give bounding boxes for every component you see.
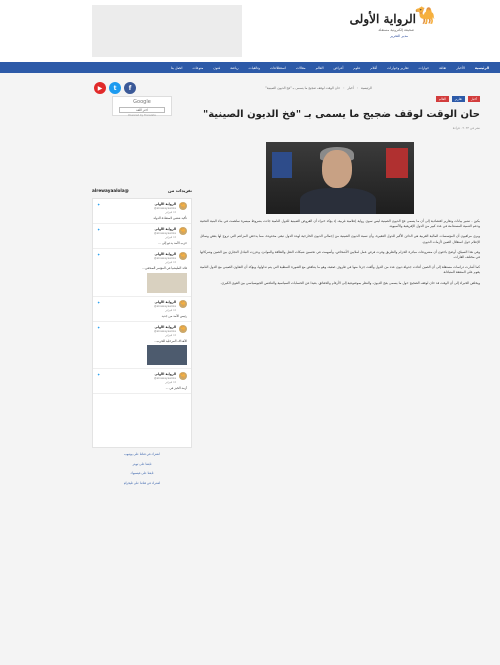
tweet-handle: @alrewayaalola bbox=[153, 256, 176, 261]
logo-editor: مدير التحرير bbox=[390, 34, 408, 38]
tweet-time: ١٥ فبراير bbox=[165, 380, 176, 385]
photo-flag-left bbox=[272, 152, 292, 178]
tweet-image[interactable] bbox=[147, 273, 187, 293]
language-select[interactable]: اختر اللغة bbox=[119, 107, 165, 113]
category-tag[interactable]: العالم bbox=[436, 96, 449, 102]
breadcrumb bbox=[265, 86, 372, 90]
nav-item[interactable]: علوم bbox=[353, 65, 361, 70]
photo-flag-right bbox=[386, 148, 408, 178]
article-paragraph: بكين - تشير بيانات وتقارير اقتصادية إلى أن ما يسمى فخ الديون الصينية ليس سوى رواية إعلامية غربية، إذ يؤكد خبراء أن القروض الصينية للدول النامية جاءت بشروط ميسرة ساهمت في بناء البنية التحتية ودعم التنمية المستدامة في عدد كبير من الدول الإفريقية والآسيوية. bbox=[200, 219, 480, 229]
tweet-text: حزب الأمة يدعو إلى ... bbox=[158, 241, 187, 246]
tweet-time: ١٥ فبراير bbox=[165, 332, 176, 337]
twitter-bird-icon: ✦ bbox=[97, 299, 101, 305]
sidebar bbox=[92, 96, 192, 616]
logo-name: الرواية الأولى bbox=[349, 12, 416, 26]
tweet-author: الرواية الأولى bbox=[154, 227, 176, 232]
side-link-telegram[interactable]: اشترك في قناتنا على تليجرام bbox=[123, 480, 161, 485]
google-translate-widget bbox=[112, 96, 172, 116]
tweet-author: الرواية الأولى bbox=[154, 299, 176, 304]
article-photo[interactable] bbox=[266, 142, 414, 214]
twitter-bird-icon: ✦ bbox=[97, 227, 101, 233]
breadcrumb-section[interactable]: أخبار bbox=[347, 86, 354, 90]
breadcrumb-home[interactable]: الرئيسية bbox=[361, 86, 372, 90]
nav-item[interactable]: منوعات bbox=[192, 65, 204, 70]
article-paragraph: وفي هذا السياق، أوضح باحثون أن مشروعات مبادرة الحزام والطريق وفرت فرص عمل لملايين الأشخاص، وأسهمت في تحسين شبكات النقل والطاقة والموانئ، وعززت التبادل التجاري بين الصين وشركائها في مختلف القارات. bbox=[200, 249, 480, 260]
tweet-text: قائد المليشيا في المؤتمر الصحفي... bbox=[142, 266, 187, 271]
nav-item[interactable]: الأخبار bbox=[456, 65, 465, 70]
tweet-author: الرواية الأولى bbox=[154, 252, 176, 257]
nav-item[interactable]: مقالات bbox=[295, 65, 306, 70]
photo-person-head bbox=[322, 150, 352, 188]
nav-item[interactable]: فنون bbox=[213, 65, 221, 70]
twitter-feed-header bbox=[92, 188, 192, 196]
feed-handle[interactable]: alrewayaalola@ bbox=[92, 188, 129, 193]
nav-item[interactable]: رياضة bbox=[230, 65, 239, 70]
logo-slogan: صحيفة إلكترونية مستقلة bbox=[378, 28, 414, 32]
tweet[interactable] bbox=[93, 199, 191, 224]
category-tag[interactable]: أخبار bbox=[468, 96, 480, 102]
main-nav bbox=[0, 62, 500, 73]
article-meta: نشر في ٢٠٢٣ · قراءة bbox=[452, 126, 480, 130]
twitter-icon[interactable]: t bbox=[109, 82, 121, 94]
avatar-camel-icon: 🐪 bbox=[179, 300, 187, 307]
nav-item[interactable]: أقلام bbox=[370, 65, 378, 70]
nav-item[interactable]: استطلاعات bbox=[270, 65, 286, 70]
category-tags bbox=[200, 96, 480, 102]
social-links bbox=[94, 82, 136, 94]
tweet-time: ١٥ فبراير bbox=[165, 235, 176, 240]
article-paragraph: كما أشارت دراسات مستقلة إلى أن الصين أعادت جدولة ديون عدد من الدول وألغت جزءا منها في ظروف صعبة، وهو ما يتناقض مع الصورة النمطية التي يتم تداولها، ويؤكد أن التعاون الصيني مع الدول النامية يقوم على المنفعة المتبادلة. bbox=[200, 265, 480, 275]
nav-item[interactable]: أعراض bbox=[333, 65, 344, 70]
tweet-image[interactable] bbox=[147, 345, 187, 365]
tweet[interactable] bbox=[93, 224, 191, 249]
tweet-text: الأهداف المرحلية للحرب... bbox=[153, 338, 187, 343]
nav-item[interactable]: العالم bbox=[315, 65, 324, 70]
tweet-time: ١٥ فبراير bbox=[165, 210, 176, 214]
photo-person-suit bbox=[300, 188, 376, 214]
nav-item[interactable]: تقارير وحوارات bbox=[387, 65, 409, 70]
tweet-handle: @alrewayaalola bbox=[153, 303, 176, 308]
tweet-author: الرواية الأولى bbox=[154, 324, 176, 329]
tweet-handle: @alrewayaalola bbox=[153, 328, 176, 333]
tweet-text: تأكيد شعبي لاستعادة الدولة bbox=[153, 216, 187, 220]
nav-item[interactable]: ثقافة bbox=[439, 65, 447, 70]
site-header bbox=[0, 0, 500, 62]
breadcrumb-separator-icon: › bbox=[356, 86, 358, 90]
avatar-camel-icon: 🐪 bbox=[179, 253, 187, 260]
side-link-facebook[interactable]: تابعنا على فيسبوك bbox=[130, 471, 154, 475]
camel-logo-icon: 🐪 bbox=[414, 6, 436, 26]
tweet[interactable] bbox=[93, 322, 191, 369]
youtube-icon[interactable]: ▶ bbox=[94, 82, 106, 94]
twitter-bird-icon: ✦ bbox=[97, 324, 101, 330]
article bbox=[200, 96, 480, 652]
avatar-camel-icon: 🐪 bbox=[179, 325, 187, 332]
nav-item[interactable]: اتصل بنا bbox=[170, 65, 183, 70]
side-link-youtube[interactable]: اشترك في قناتنا على يوتيوب bbox=[124, 452, 160, 456]
avatar-camel-icon: 🐪 bbox=[179, 203, 187, 209]
tweet[interactable] bbox=[93, 249, 191, 296]
google-brand: Google bbox=[133, 99, 151, 105]
twitter-bird-icon: ✦ bbox=[97, 372, 101, 378]
tweet-time: ١٥ فبراير bbox=[165, 260, 176, 265]
side-link-twitter[interactable]: تابعنا على تويتر bbox=[132, 461, 152, 466]
nav-item[interactable]: حوارات bbox=[418, 65, 430, 70]
avatar-camel-icon: 🐪 bbox=[179, 228, 187, 235]
nav-item[interactable]: وثائقيات bbox=[248, 65, 261, 70]
tweet-handle: @alrewayaalola bbox=[153, 206, 176, 210]
tweet-handle: @alrewayaalola bbox=[153, 231, 176, 236]
twitter-feed[interactable] bbox=[92, 198, 192, 448]
article-headline: حان الوقت لوقف ضجيج ما يسمى بـ "فخ الديون الصينية" bbox=[203, 109, 480, 120]
feed-title: تغريدات من bbox=[168, 188, 192, 193]
article-paragraph: ويرى مراقبون أن المؤسسات المالية الغربية هي الدائن الأكبر للدول الفقيرة، وأن نسبة الديون الصينية من إجمالي الديون الخارجية لهذه الدول تبقى محدودة، مما يدحض المزاعم التي تروج لها بعض وسائل الإعلام حول استغلال الصين لأزمات الديون. bbox=[200, 234, 480, 244]
twitter-bird-icon: ✦ bbox=[97, 202, 101, 207]
nav-item-home[interactable]: الرئيسية bbox=[474, 65, 489, 70]
twitter-bird-icon: ✦ bbox=[97, 252, 101, 258]
site-logo[interactable] bbox=[323, 8, 438, 44]
category-tag[interactable]: تقارير bbox=[452, 96, 465, 102]
article-paragraph: ويخلص الخبراء إلى أن الوقت قد حان لوقف الضجيج حول ما يسمى بفخ الديون، والنظر بموضوعية إلى الأرقام والحقائق، بعيدا عن الحسابات السياسية والتنافس الجيوسياسي بين القوى الكبرى. bbox=[220, 280, 480, 285]
tweet-author: الرواية الأولى bbox=[154, 372, 176, 377]
tweet[interactable] bbox=[93, 369, 191, 394]
facebook-icon[interactable]: f bbox=[124, 82, 136, 94]
side-links bbox=[92, 452, 192, 490]
tweet-text: أزمة الخبز في ... bbox=[165, 386, 187, 391]
breadcrumb-current: حان الوقت لوقف ضجيج ما يسمى بـ "فخ الديون الصينية" bbox=[265, 86, 341, 90]
banner-ad[interactable] bbox=[92, 5, 242, 57]
tweet-time: ١٥ فبراير bbox=[165, 307, 176, 312]
tweet[interactable] bbox=[93, 297, 191, 322]
avatar-camel-icon: 🐪 bbox=[179, 373, 187, 380]
translate-powered-by: Powered by Translate bbox=[128, 114, 156, 117]
breadcrumb-separator-icon: › bbox=[343, 86, 345, 90]
tweet-author: الرواية الأولى bbox=[154, 202, 176, 206]
tweet-handle: @alrewayaalola bbox=[153, 376, 176, 381]
tweet-text: رئيس الأمة من جديد bbox=[161, 313, 187, 318]
